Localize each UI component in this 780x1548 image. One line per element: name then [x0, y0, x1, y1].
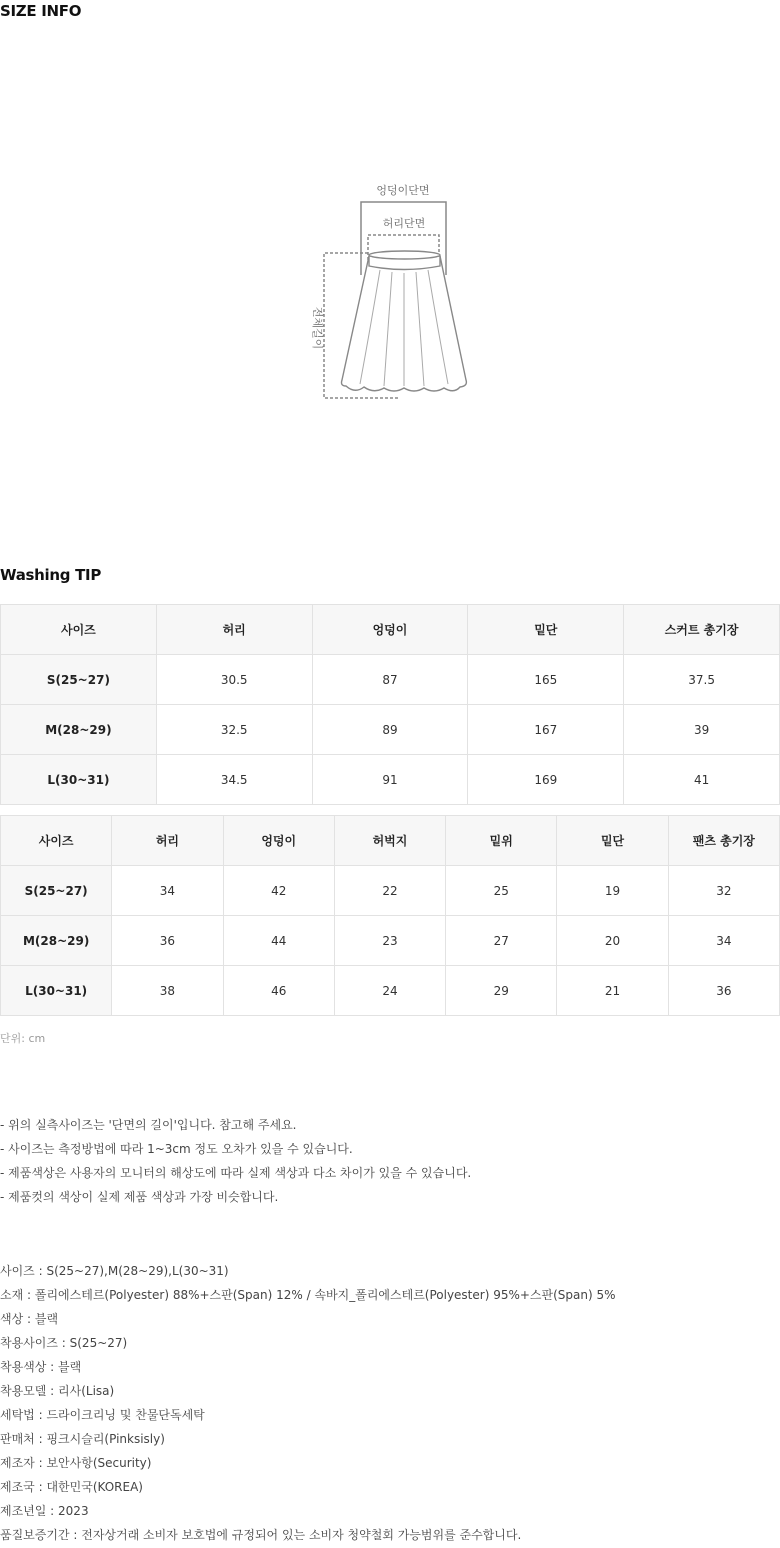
list-item: 품질보증기간 : 전자상거래 소비자 보호법에 규정되어 있는 소비자 청약철회 가능범위를 준수합니다.	[0, 1528, 522, 1542]
table-cell: 30.5	[156, 655, 312, 705]
table-cell: 167	[468, 705, 624, 755]
length-label: 전체길이	[311, 306, 324, 350]
table-cell: 32.5	[156, 705, 312, 755]
table-cell: 27	[446, 916, 557, 966]
table-cell: 41	[624, 755, 780, 805]
size-cell: L(30~31)	[1, 755, 157, 805]
table-cell: 36	[668, 966, 779, 1016]
header-cell: 엉덩이	[312, 605, 468, 655]
table-row	[1, 705, 780, 755]
unit-note: 단위: cm	[0, 1032, 46, 1045]
list-item: 착용모델 : 리사(Lisa)	[0, 1384, 115, 1398]
header-cell: 허리	[156, 605, 312, 655]
size-cell: S(25~27)	[1, 655, 157, 705]
size-cell: M(28~29)	[1, 705, 157, 755]
table-cell: 91	[312, 755, 468, 805]
skirt-size-table	[0, 604, 780, 805]
size-cell: S(25~27)	[1, 866, 112, 916]
header-cell: 엉덩이	[223, 816, 334, 866]
skirt-diagram	[300, 180, 480, 405]
table-row	[1, 866, 780, 916]
header-cell: 밑단	[557, 816, 668, 866]
table-row	[1, 755, 780, 805]
list-item: 착용색상 : 블랙	[0, 1360, 82, 1374]
list-item: 사이즈 : S(25~27),M(28~29),L(30~31)	[0, 1264, 229, 1278]
table-cell: 46	[223, 966, 334, 1016]
size-cell: L(30~31)	[1, 966, 112, 1016]
table-cell: 34	[668, 916, 779, 966]
table-cell: 39	[624, 705, 780, 755]
washing-tip-title: Washing TIP	[0, 566, 102, 584]
table-cell: 44	[223, 916, 334, 966]
table-cell: 20	[557, 916, 668, 966]
table-cell: 169	[468, 755, 624, 805]
size-cell: M(28~29)	[1, 916, 112, 966]
list-item: - 제품색상은 사용자의 모니터의 해상도에 따라 실제 색상과 다소 차이가 있을 수 있습니다.	[0, 1166, 472, 1180]
list-item: - 위의 실측사이즈는 '단면의 길이'입니다. 참고해 주세요.	[0, 1118, 297, 1132]
list-item: 세탁법 : 드라이크리닝 및 찬물단독세탁	[0, 1408, 205, 1422]
waist-label: 허리단면	[382, 217, 426, 230]
list-item: 색상 : 블랙	[0, 1312, 59, 1326]
header-cell: 사이즈	[1, 816, 112, 866]
list-item: 제조자 : 보안사항(Security)	[0, 1456, 152, 1470]
table-cell: 36	[112, 916, 223, 966]
pants-size-table	[0, 815, 780, 1016]
table-cell: 29	[446, 966, 557, 1016]
table-cell: 22	[334, 866, 445, 916]
table-row	[1, 966, 780, 1016]
table-cell: 42	[223, 866, 334, 916]
table-header-row	[1, 816, 780, 866]
table-cell: 34.5	[156, 755, 312, 805]
header-cell: 팬츠 총기장	[668, 816, 779, 866]
table-row	[1, 916, 780, 966]
table-cell: 38	[112, 966, 223, 1016]
table-cell: 32	[668, 866, 779, 916]
table-cell: 34	[112, 866, 223, 916]
table-cell: 19	[557, 866, 668, 916]
list-item: 착용사이즈 : S(25~27)	[0, 1336, 128, 1350]
list-item: 소재 : 폴리에스테르(Polyester) 88%+스판(Span) 12% / 속바지_폴리에스테르(Polyester) 95%+스판(Span) 5%	[0, 1288, 616, 1302]
table-cell: 37.5	[624, 655, 780, 705]
list-item: 제조년일 : 2023	[0, 1504, 89, 1518]
list-item: 제조국 : 대한민국(KOREA)	[0, 1480, 143, 1494]
size-info-title: SIZE INFO	[0, 2, 82, 20]
length-label-group	[311, 307, 325, 350]
list-item: - 사이즈는 측정방법에 따라 1~3cm 정도 오차가 있을 수 있습니다.	[0, 1142, 353, 1156]
hip-label: 엉덩이단면	[376, 184, 430, 197]
header-cell: 스커트 총기장	[624, 605, 780, 655]
header-cell: 사이즈	[1, 605, 157, 655]
header-cell: 밑단	[468, 605, 624, 655]
table-row	[1, 655, 780, 705]
table-cell: 89	[312, 705, 468, 755]
header-cell: 허리	[112, 816, 223, 866]
header-cell: 밑위	[446, 816, 557, 866]
product-spec-list	[0, 1259, 616, 1547]
table-cell: 23	[334, 916, 445, 966]
list-item: - 제품컷의 색상이 실제 제품 색상과 가장 비슷합니다.	[0, 1190, 279, 1204]
table-cell: 165	[468, 655, 624, 705]
table-cell: 24	[334, 966, 445, 1016]
table-header-row	[1, 605, 780, 655]
caution-list	[0, 1113, 471, 1209]
table-cell: 87	[312, 655, 468, 705]
table-cell: 25	[446, 866, 557, 916]
header-cell: 허벅지	[334, 816, 445, 866]
table-cell: 21	[557, 966, 668, 1016]
list-item: 판매처 : 핑크시슬리(Pinksisly)	[0, 1432, 165, 1446]
